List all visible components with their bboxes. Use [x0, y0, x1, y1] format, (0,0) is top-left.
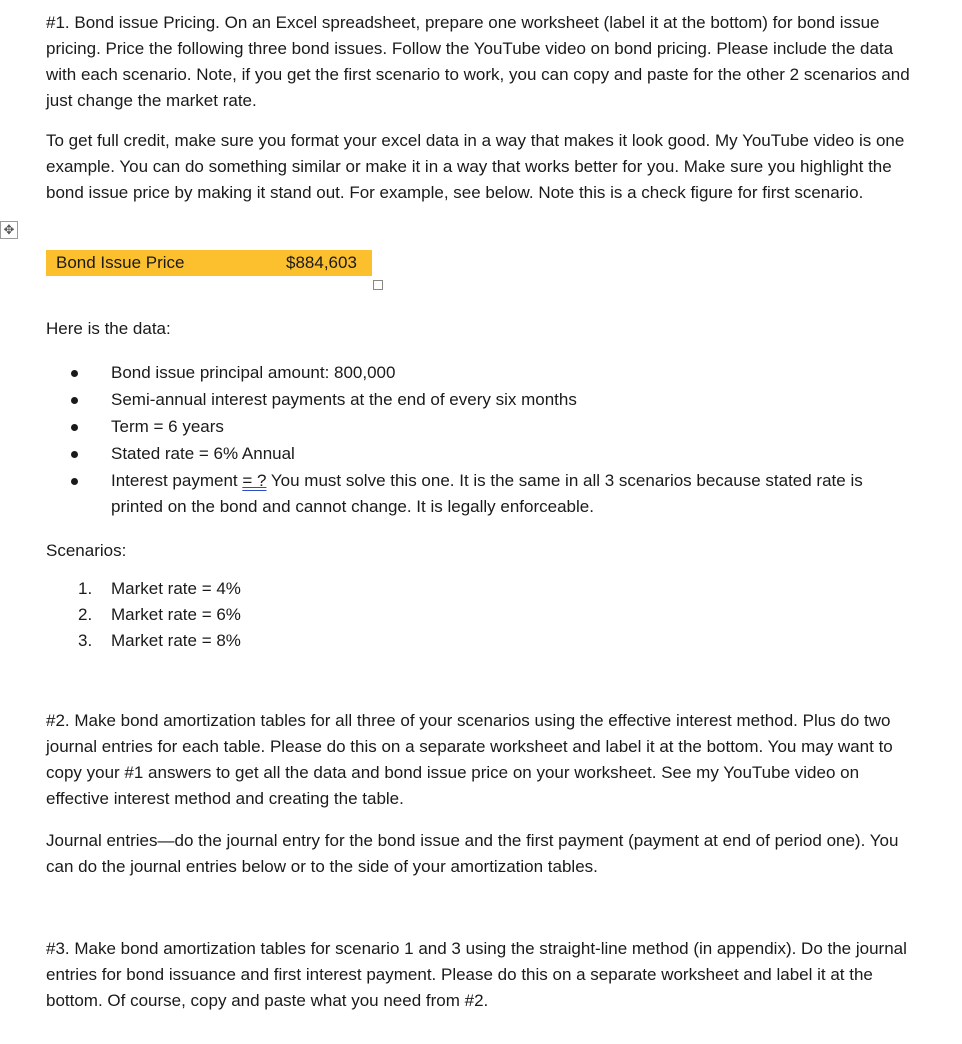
bullet-icon [71, 397, 78, 404]
scenarios-heading: Scenarios: [46, 541, 127, 560]
part2-paragraph-1: #2. Make bond amortization tables for all three of your scenarios using the effective interest method. Plus do two journal entries for each table. Please do this on a separate worksheet and label it at the bottom. You may want to copy your #1 answers to get all the data and bond issue price on your worksheet. See my YouTube video on effective interest method and creating the table. [46, 711, 893, 808]
bond-price-value: $884,603 [286, 253, 357, 272]
list-item: Semi-annual interest payments at the end of every six months [46, 387, 916, 414]
bond-price-table [46, 250, 376, 276]
table-move-handle-icon[interactable]: ✥ [0, 221, 18, 239]
list-item: 3. Market rate = 8% [78, 631, 241, 650]
document-page [46, 10, 916, 1010]
part2-paragraph-2: Journal entries—do the journal entry for the bond issue and the first payment (payment at end of period one). You can do the journal entries below or to the side of your amortization tables. [46, 831, 899, 876]
list-item: 1. Market rate = 4% [78, 579, 241, 598]
bond-price-label: Bond Issue Price [56, 253, 185, 272]
intro-paragraph-1: #1. Bond issue Pricing. On an Excel spreadsheet, prepare one worksheet (label it at the bottom) for bond issue pricing. Price the following three bond issues. Follow the YouTube video on bond pricing. Please include the data with each scenario. Note, if you get the first scenario to work, you can copy and paste for the other 2 scenarios and just change the market rate. [46, 13, 910, 110]
list-item: Term = 6 years [46, 414, 916, 441]
bond-price-highlight-cell[interactable] [46, 250, 372, 276]
intro-paragraph-2: To get full credit, make sure you format your excel data in a way that makes it look good. My YouTube video is one example. You can do something similar or make it in a way that works better for you. Make sure you highlight the bond issue price by making it stand out. For example, see below. Note this is a check figure for first scenario. [46, 131, 905, 202]
list-item: Interest payment = ? You must solve this one. It is the same in all 3 scenarios because stated rate is printed on the bond and cannot change. It is legally enforceable. [46, 468, 916, 520]
list-item: Stated rate = 6% Annual [46, 441, 916, 468]
bullet-icon [71, 478, 78, 485]
scenario-list [46, 576, 241, 654]
bullet-icon [71, 370, 78, 377]
bullet-icon [71, 424, 78, 431]
bullet-icon [71, 451, 78, 458]
part3-paragraph-1: #3. Make bond amortization tables for scenario 1 and 3 using the straight-line method (in appendix). Do the journal entries for bond issuance and first interest payment. Please do this on a separate worksheet and label it at the bottom. Of course, copy and paste what you need from #2. [46, 939, 907, 1010]
interest-payment-unknown: = ? [242, 471, 267, 490]
data-bullet-list [46, 360, 916, 520]
data-heading: Here is the data: [46, 319, 171, 338]
list-item: 2. Market rate = 6% [78, 605, 241, 624]
table-resize-handle-icon[interactable] [373, 280, 383, 290]
list-item: Bond issue principal amount: 800,000 [46, 360, 916, 387]
